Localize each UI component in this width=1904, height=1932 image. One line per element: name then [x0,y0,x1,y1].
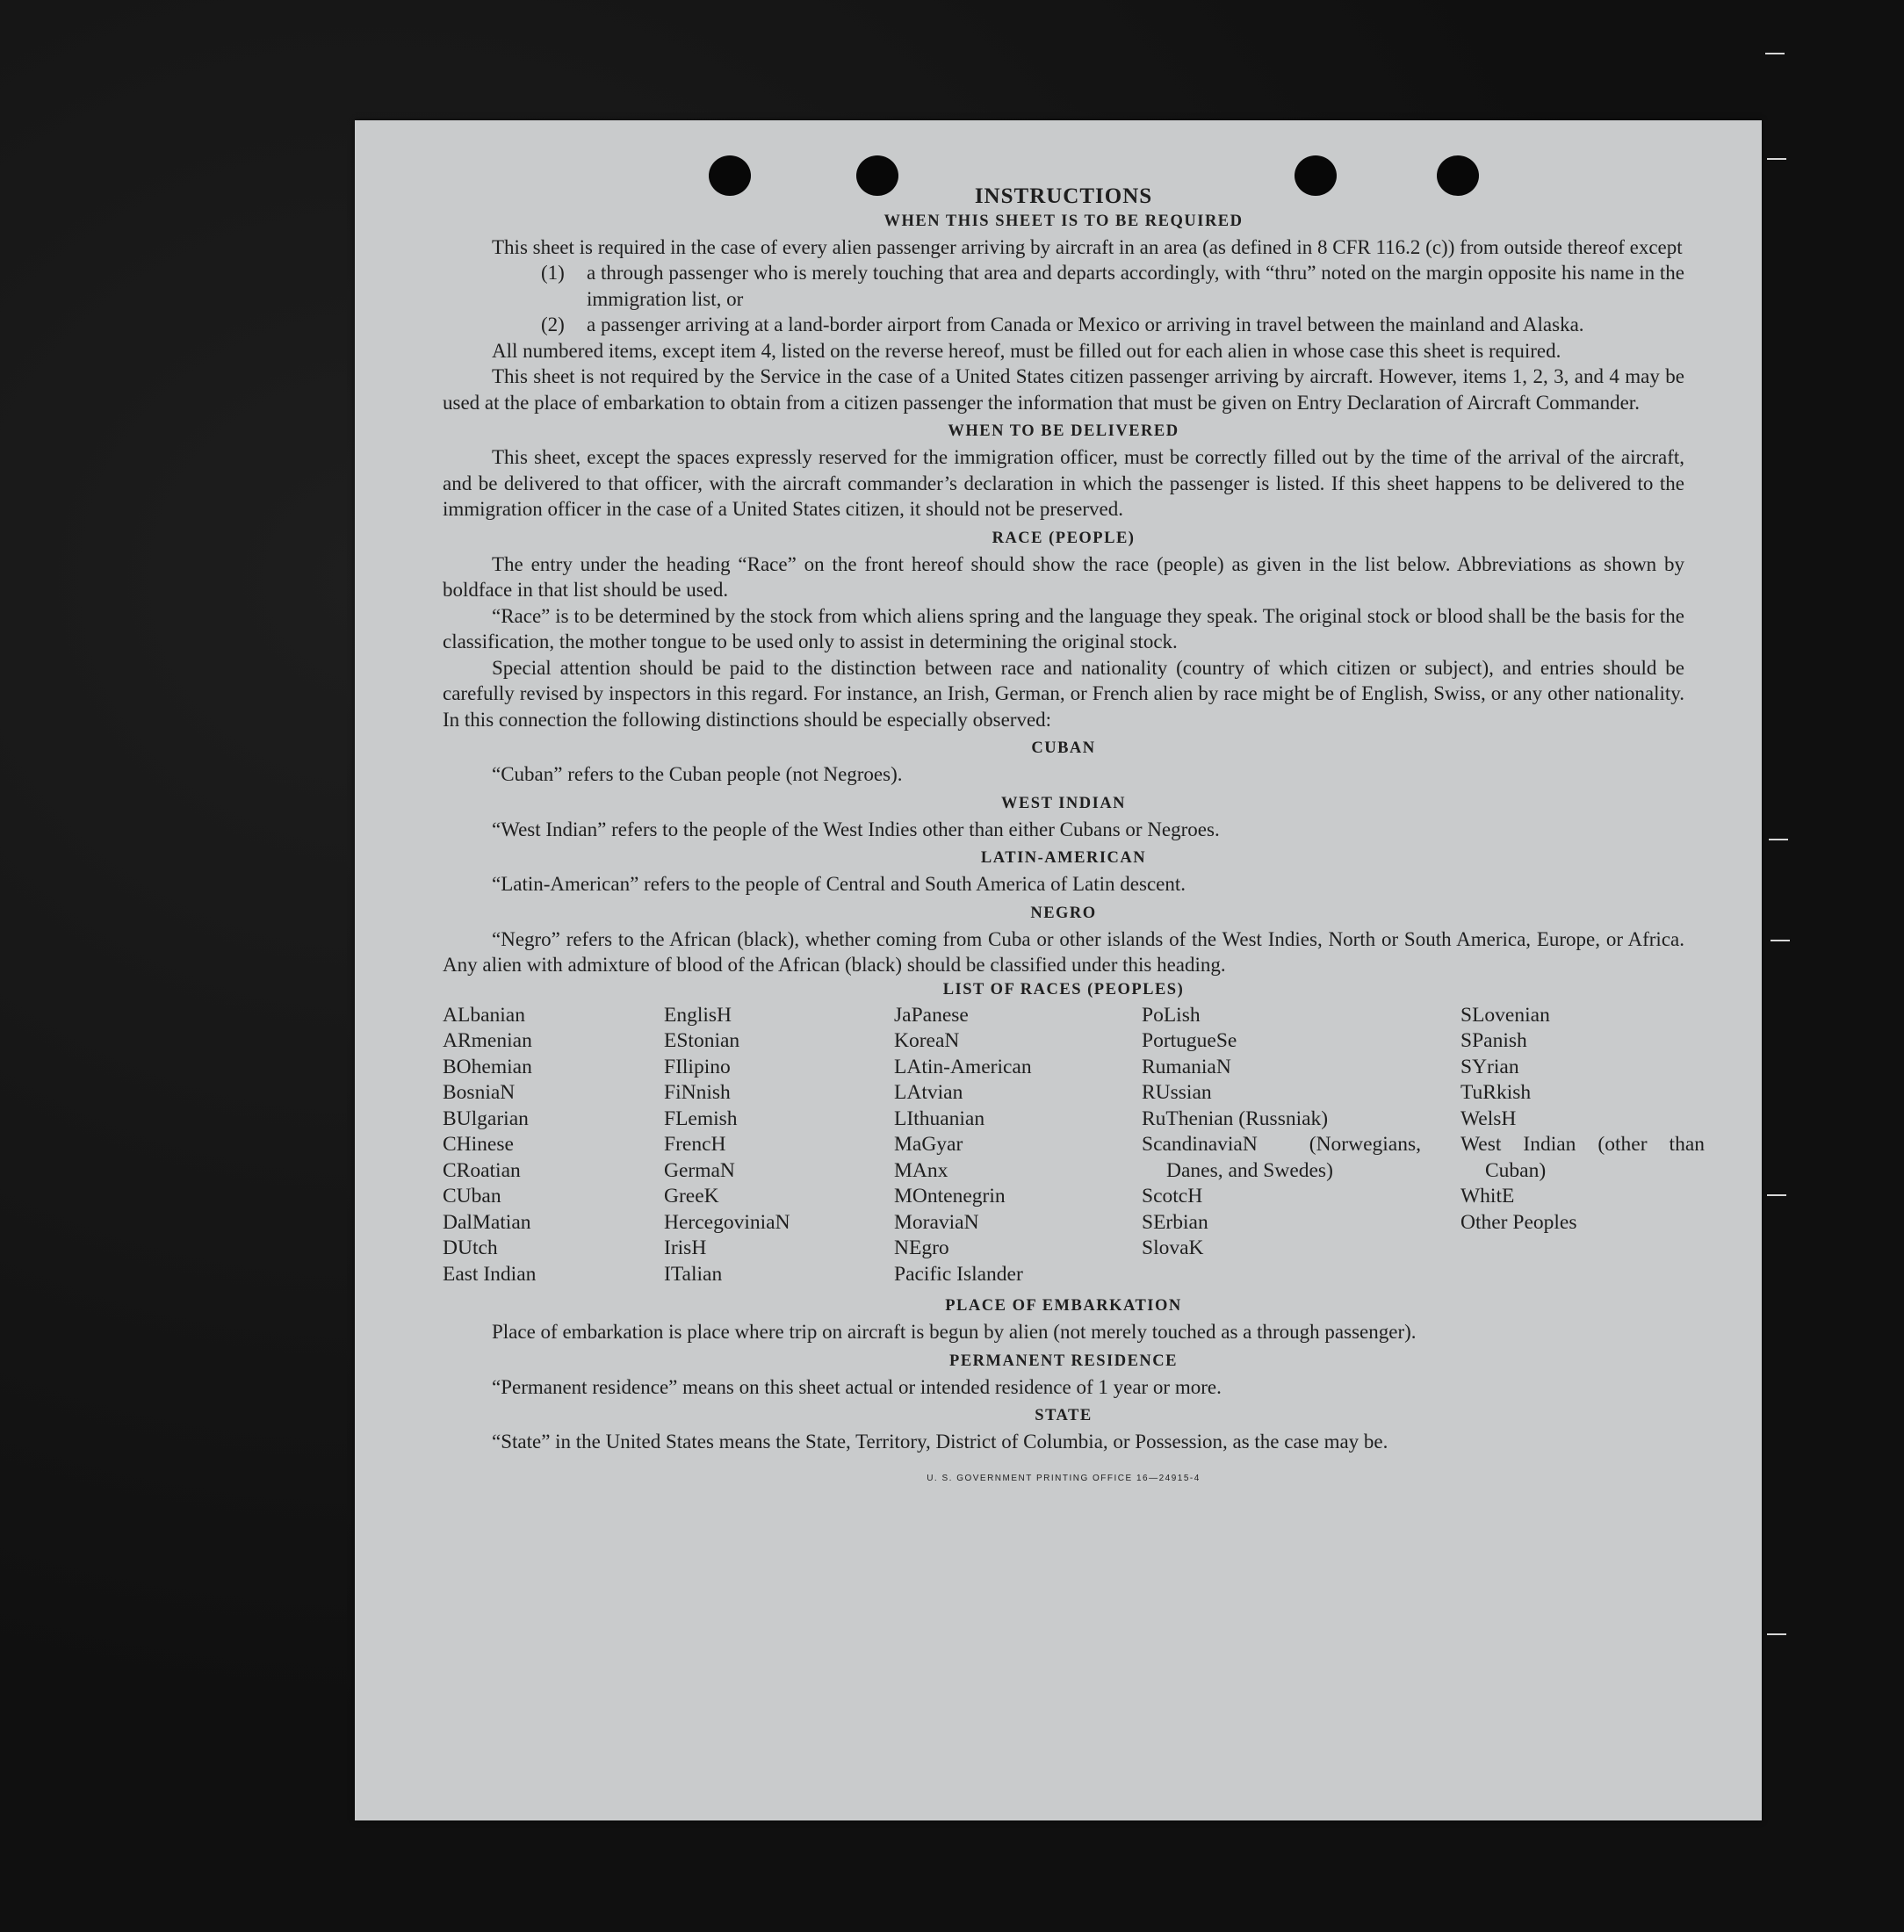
race-entry: GreeK [664,1185,719,1208]
required-intro: This sheet is required in the case of every alien passenger arriving by aircraft in an area (as defined in 8 CFR 116.2 (c)) from outside thereof except [492,235,1683,258]
race-entry: TuRkish [1460,1081,1532,1104]
delivered-text: This sheet, except the spaces expressly reserved for the immigration officer, must be correctly filled out by the time of the arrival of the aircraft, and be delivered to that officer, with the aircraft commander’s declaration in which the passenger is listed. If this sheet happens to be delivered to the immigration officer in the case of a United States citizen, it should not be preserved. [443,446,1684,520]
race-entry: GermaN [664,1158,735,1182]
race-entry: CHinese [443,1133,514,1156]
item-text: a passenger arriving at a land-border airport from Canada or Mexico or arriving in travel between the mainland and Alaska. [587,314,1584,335]
races-column-4 [1142,1003,1460,1288]
races-column-1 [443,1003,664,1288]
race-entry: LIthuanian [894,1107,985,1130]
heading-delivered: WHEN TO BE DELIVERED [948,422,1179,440]
edge-mark [1771,940,1790,941]
heading-residence: PERMANENT RESIDENCE [949,1352,1178,1370]
edge-mark [1769,839,1788,840]
edge-mark [1765,53,1785,54]
document-title: INSTRUCTIONS [974,184,1153,208]
heading-race: RACE (PEOPLE) [992,529,1136,547]
document-sheet [355,120,1762,1820]
heading-embarkation: PLACE OF EMBARKATION [945,1297,1182,1315]
race-entry: PoLish [1142,1003,1201,1027]
required-item-1 [541,260,1684,312]
race-entry: East Indian [443,1262,537,1286]
race-entry: CUban [443,1185,501,1208]
heading-cuban: CUBAN [1031,739,1096,757]
race-entry: WhitE [1460,1185,1515,1208]
race-entry: RuThenian (Russniak) [1142,1107,1329,1130]
race-para-3: Special attention should be paid to the distinction between race and nationality (country of which citizen or subject), and entries should be carefully revised by inspectors in this regard. For instance, an Irish, German, or French alien by race might be of English, Swiss, or any other nationality. In this connection the following distinctions should be especially observed: [443,656,1684,731]
negro-text: “Negro” refers to the African (black), whether coming from Cuba or other islands of the West Indies, North or South America, Europe, or Africa. Any alien with admixture of blood of the African (black) should be classified under this heading. [443,927,1684,976]
race-entry: West Indian (other than Cuban) [1460,1133,1705,1182]
race-entry: FIlipino [664,1055,731,1078]
race-entry: FrencH [664,1133,726,1156]
required-para-3: This sheet is not required by the Service in the case of a United States citizen passenger arriving by aircraft. However, items 1, 2, 3, and 4 may be used at the place of embarkation to obtain from a citizen passenger the information that must be given on Entry Declaration of Aircraft Commander. [443,365,1684,414]
edge-mark [1767,158,1786,160]
race-entry: RUssian [1142,1081,1212,1104]
document-content [443,184,1705,1491]
printing-office-line: U. S. GOVERNMENT PRINTING OFFICE 16—24915-4 [927,1473,1201,1483]
race-entry: IrisH [664,1236,707,1259]
race-entry: EStonian [664,1029,740,1052]
races-list [443,1003,1705,1288]
race-entry: FLemish [664,1107,738,1130]
races-column-3 [894,1003,1142,1288]
race-entry: MoraviaN [894,1210,979,1234]
heading-list-of-races: LIST OF RACES (PEOPLES) [942,980,1185,998]
cuban-text: “Cuban” refers to the Cuban people (not Negroes). [492,763,903,785]
item-text: a through passenger who is merely touching that area and departs accordingly, with “thru” noted on the margin opposite his name in the immigration list, or [587,262,1684,310]
race-entry: ScotcH [1142,1185,1203,1208]
race-entry: JaPanese [894,1003,969,1027]
required-item-2 [541,312,1684,338]
latin-american-text: “Latin-American” refers to the people of Central and South America of Latin descent. [492,873,1186,895]
heading-latin-american: LATIN-AMERICAN [980,849,1147,867]
race-entry: DalMatian [443,1210,531,1234]
embarkation-text: Place of embarkation is place where trip on aircraft is begun by alien (not merely touched as a through passenger). [492,1321,1417,1343]
west-indian-text: “West Indian” refers to the people of the West Indies other than either Cubans or Negroes. [492,818,1220,840]
race-para-2: “Race” is to be determined by the stock from which aliens spring and the language they speak. The original stock or blood shall be the basis for the classification, the mother tongue to be used only to assist in determining the original stock. [443,604,1684,652]
race-entry: KoreaN [894,1029,960,1052]
race-entry: ALbanian [443,1003,525,1027]
race-entry: SErbian [1142,1210,1208,1234]
race-entry: SYrian [1460,1055,1519,1078]
item-number: (1) [541,262,565,284]
heading-required: WHEN THIS SHEET IS TO BE REQUIRED [883,212,1244,230]
race-entry: NEgro [894,1236,949,1259]
state-text: “State” in the United States means the State, Territory, District of Columbia, or Possession, as the case may be. [492,1431,1388,1453]
race-entry: Other Peoples [1460,1210,1577,1234]
race-entry: ScandinaviaN (Norwegians, Danes, and Swedes) [1142,1133,1421,1182]
race-entry: BOhemian [443,1055,532,1078]
races-column-2 [664,1003,894,1288]
race-entry: BUlgarian [443,1107,529,1130]
race-entry: SlovaK [1142,1236,1204,1259]
races-column-5 [1460,1003,1705,1288]
race-entry: FiNnish [664,1081,731,1104]
race-entry: CRoatian [443,1158,521,1182]
race-entry: MAnx [894,1158,948,1182]
race-entry: BosniaN [443,1081,516,1104]
race-entry: SLovenian [1460,1003,1550,1027]
race-entry: MaGyar [894,1133,963,1156]
race-entry: WelsH [1460,1107,1517,1130]
heading-negro: NEGRO [1030,904,1097,922]
race-entry: ITalian [664,1262,723,1286]
race-entry: RumaniaN [1142,1055,1231,1078]
residence-text: “Permanent residence” means on this sheet actual or intended residence of 1 year or more. [492,1375,1222,1398]
race-entry: LAtin-American [894,1055,1032,1078]
race-para-1: The entry under the heading “Race” on the front hereof should show the race (people) as given in the list below. Abbreviations as shown by boldface in that list should be used. [443,552,1684,601]
race-entry: EnglisH [664,1003,732,1027]
race-entry: ARmenian [443,1029,532,1052]
item-number: (2) [541,314,565,335]
edge-mark [1767,1633,1786,1635]
race-entry: PortugueSe [1142,1029,1237,1052]
race-entry: LAtvian [894,1081,963,1104]
edge-mark [1767,1194,1786,1196]
required-para-2: All numbered items, except item 4, listed on the reverse hereof, must be filled out for each alien in whose case this sheet is required. [492,339,1561,362]
race-entry: DUtch [443,1236,498,1259]
race-entry: Pacific Islander [894,1262,1023,1286]
race-entry: MOntenegrin [894,1185,1006,1208]
heading-state: STATE [1035,1407,1093,1424]
race-entry: SPanish [1460,1029,1527,1052]
heading-west-indian: WEST INDIAN [1000,794,1127,812]
race-entry: HercegoviniaN [664,1210,790,1234]
